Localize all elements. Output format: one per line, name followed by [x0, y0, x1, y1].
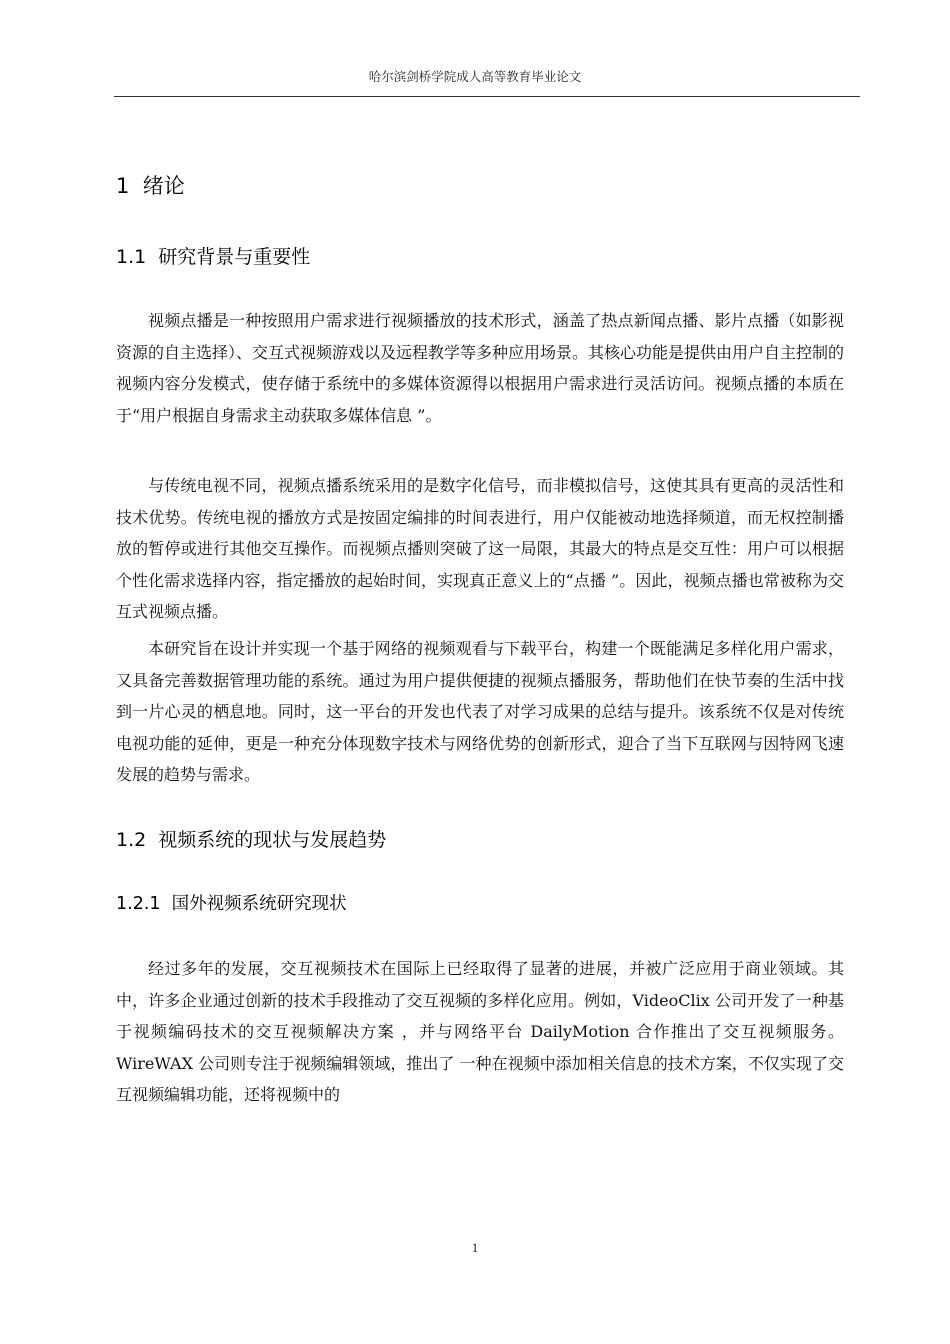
paragraph: 本研究旨在设计并实现一个基于网络的视频观看与下载平台，构建一个既能满足多样化用户需求，又具备完善数据管理功能的系统。通过为用户提供便捷的视频点播服务，帮助他们在快节奏的生活中找到一片心灵的栖息地。同时，这一平台的开发也代表了对学习成果的总结与提升。该系统不仅是对传统电视功能的延伸，更是一种充分体现数字技术与网络优势的创新形式，迎合了当下互联网与因特网飞速发展的趋势与需求。 [116, 639, 844, 784]
running-header: 哈尔滨剑桥学院成人高等教育毕业论文 [368, 69, 582, 84]
paragraph: 视频点播是一种按照用户需求进行视频播放的技术形式，涵盖了热点新闻点播、影片点播（如影视资源的自主选择）、交互式视频游戏以及远程教学等多种应用场景。其核心功能是提供由用户自主控制的视频内容分发模式，使存储于系统中的多媒体资源得以根据用户需求进行灵活访问。视频点播的本质在于“用户根据自身需求主动获取多媒体信息 ”。 [116, 311, 845, 425]
subsection-heading-1-2-1: 1.2.1 国外视频系统研究现状 [116, 894, 347, 914]
page-number: 1 [471, 1240, 479, 1255]
header-divider [114, 96, 860, 97]
paragraph: 经过多年的发展，交互视频技术在国际上已经取得了显著的进展，并被广泛应用于商业领域。其中，许多企业通过创新的技术手段推动了交互视频的多样化应用。例如，VideoClix 公司开发了一种基于视频编码技术的交互视频解决方案 ，并与网络平台 DailyMotion 合作推出了交互视频服务。WireWAX 公司则专注于视频编辑领域，推出了 一种在视频中添加相关信息的技术方案，不仅实现了交互视频编辑功能，还将视频中的 [116, 959, 844, 1104]
section-heading-1-2: 1.2 视频系统的现状与发展趋势 [116, 829, 387, 851]
chapter-heading: 1 绪论 [116, 174, 185, 198]
paragraph: 与传统电视不同，视频点播系统采用的是数字化信号，而非模拟信号，这使其具有更高的灵活性和技术优势。传统电视的播放方式是按固定编排的时间表进行，用户仅能被动地选择频道，而无权控制播放的暂停或进行其他交互操作。而视频点播则突破了这一局限，其最大的特点是交互性：用户可以根据个性化需求选择内容，指定播放的起始时间，实现真正意义上的“点播 ”。因此，视频点播也常被称为交互式视频点播。 [116, 476, 844, 621]
section-heading-1-1: 1.1 研究背景与重要性 [116, 246, 311, 268]
